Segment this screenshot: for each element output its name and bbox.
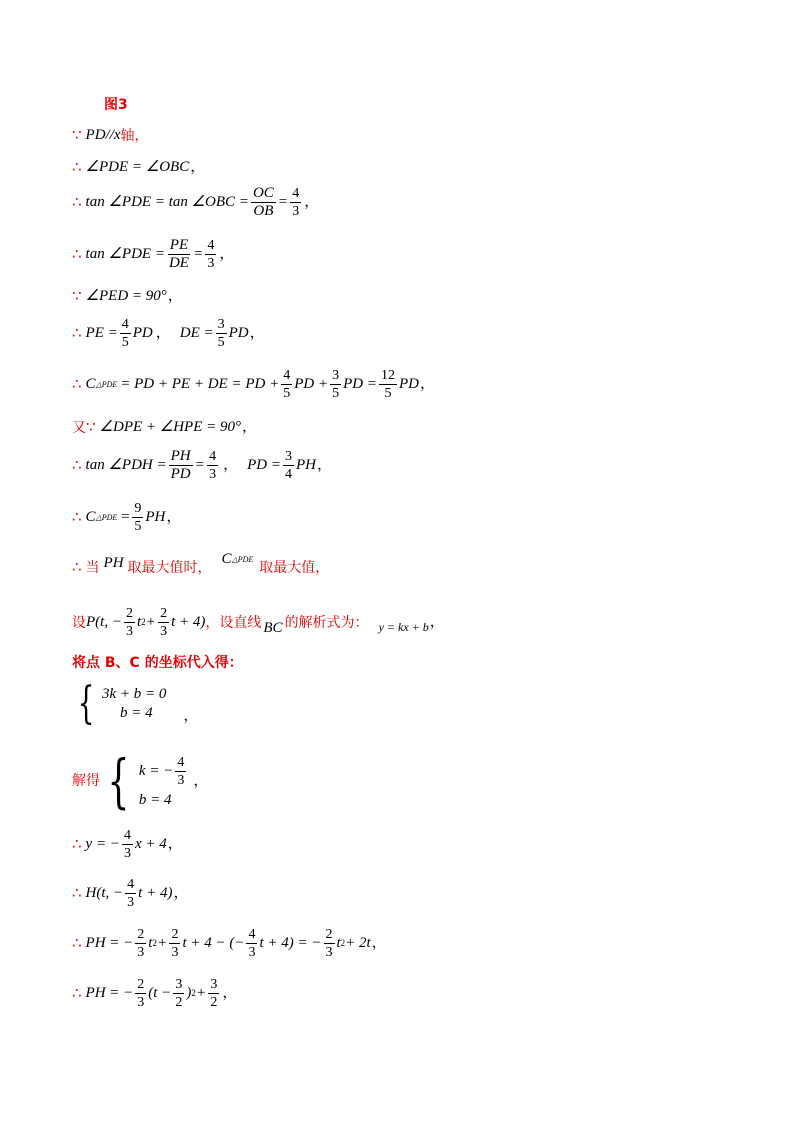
expr: P(t, − bbox=[86, 614, 122, 630]
denominator: 3 bbox=[160, 624, 168, 639]
line-19 bbox=[72, 976, 238, 1011]
denominator: PD bbox=[170, 466, 191, 482]
subscript: △PDE bbox=[95, 379, 118, 389]
expr: tan ∠PDE = tan ∠OBC = bbox=[85, 194, 249, 210]
expr: t bbox=[136, 614, 142, 630]
fraction bbox=[169, 926, 180, 961]
expr: (t − bbox=[148, 985, 172, 1001]
therefore-symbol: ∴ bbox=[72, 193, 82, 211]
fraction bbox=[124, 605, 135, 640]
numerator: PH bbox=[170, 448, 191, 464]
denominator: DE bbox=[168, 255, 189, 271]
equals: = bbox=[278, 194, 288, 210]
because-symbol: ∵ bbox=[72, 287, 82, 305]
fraction bbox=[330, 367, 341, 402]
numerator: PE bbox=[169, 237, 189, 253]
superscript: 2 bbox=[191, 988, 196, 998]
fraction bbox=[216, 316, 227, 351]
punct: ， bbox=[222, 985, 238, 1001]
line-18 bbox=[72, 926, 388, 961]
denominator: 3 bbox=[137, 995, 145, 1010]
line-9 bbox=[72, 448, 333, 483]
expr: t + 4) bbox=[138, 885, 173, 901]
numerator: 4 bbox=[207, 238, 215, 253]
expr: PH bbox=[103, 555, 124, 571]
punct: ， bbox=[371, 935, 387, 951]
punct: ， bbox=[316, 457, 332, 473]
plus: + bbox=[157, 935, 167, 951]
expr: H(t, − bbox=[85, 885, 124, 901]
expr: PH = − bbox=[85, 935, 134, 951]
denominator: 3 bbox=[127, 895, 135, 910]
numerator: 4 bbox=[283, 368, 291, 383]
numerator: 3 bbox=[284, 449, 292, 464]
line-6 bbox=[72, 316, 266, 351]
numerator: 2 bbox=[325, 927, 333, 942]
punct: ， bbox=[419, 376, 435, 392]
denominator: 3 bbox=[177, 773, 185, 788]
denominator: 4 bbox=[284, 467, 292, 482]
text: 取最大值时， bbox=[127, 559, 212, 576]
fraction bbox=[379, 367, 397, 402]
fraction bbox=[173, 976, 184, 1011]
because-symbol: ∵ bbox=[72, 126, 82, 144]
punct: ， bbox=[219, 246, 235, 262]
line-5 bbox=[72, 289, 184, 304]
expr: PD bbox=[398, 376, 419, 392]
line-4 bbox=[72, 237, 235, 272]
therefore-symbol: ∴ bbox=[72, 934, 82, 952]
numerator: 4 bbox=[248, 927, 256, 942]
therefore-symbol: ∴ bbox=[72, 324, 82, 342]
prefix: 又 bbox=[72, 419, 86, 436]
expr: PH bbox=[295, 457, 316, 473]
denominator: 3 bbox=[292, 204, 300, 219]
expr: t + 4) bbox=[171, 614, 206, 630]
punct: ， bbox=[183, 707, 199, 724]
expr: PD = bbox=[247, 457, 281, 473]
fraction bbox=[283, 448, 294, 483]
denominator: 3 bbox=[123, 846, 131, 861]
expr: PD//x bbox=[85, 127, 121, 143]
expr: BC bbox=[263, 620, 283, 636]
figure-caption bbox=[104, 98, 128, 112]
brace-icon: { bbox=[77, 678, 95, 729]
because-symbol: ∵ bbox=[86, 418, 96, 436]
subscript: △PDE bbox=[231, 554, 254, 564]
punct: ， bbox=[242, 419, 258, 435]
numerator: 4 bbox=[177, 755, 185, 770]
text: 取最大值， bbox=[259, 559, 330, 576]
text: 的解析式为： bbox=[284, 614, 369, 631]
fraction bbox=[251, 185, 276, 220]
equation bbox=[139, 754, 188, 789]
line-7 bbox=[72, 367, 436, 402]
numerator: 4 bbox=[127, 877, 135, 892]
denominator: 2 bbox=[210, 995, 218, 1010]
expr: t + 4) = − bbox=[259, 935, 322, 951]
expr: + 2t bbox=[345, 935, 371, 951]
line-17 bbox=[72, 876, 189, 911]
fraction bbox=[324, 926, 335, 961]
denominator: 5 bbox=[121, 335, 129, 350]
denominator: 5 bbox=[134, 519, 142, 534]
numerator: 2 bbox=[137, 927, 145, 942]
equals: = bbox=[195, 457, 205, 473]
text: 将点 B、C 的坐标代入得： bbox=[72, 655, 243, 671]
line-11 bbox=[72, 551, 330, 576]
therefore-symbol: ∴ bbox=[72, 508, 82, 526]
expr: tan ∠PDE = bbox=[85, 246, 165, 262]
superscript: 2 bbox=[152, 938, 157, 948]
perimeter-symbol: C bbox=[85, 376, 96, 392]
therefore-symbol: ∴ bbox=[72, 456, 82, 474]
expr: k = − bbox=[138, 763, 174, 779]
expr: t bbox=[148, 935, 153, 951]
therefore-symbol: ∴ bbox=[72, 245, 82, 263]
denominator: 3 bbox=[137, 945, 145, 960]
expr: = bbox=[120, 509, 131, 525]
therefore-symbol: ∴ bbox=[72, 158, 82, 176]
denominator: 3 bbox=[125, 624, 133, 639]
superscript: 2 bbox=[340, 938, 346, 948]
fraction bbox=[246, 926, 257, 961]
line-12 bbox=[72, 605, 446, 640]
denominator: 3 bbox=[209, 467, 217, 482]
numerator: 3 bbox=[210, 977, 218, 992]
numerator: 3 bbox=[332, 368, 340, 383]
plus: + bbox=[146, 614, 156, 630]
expr: tan ∠PDH = bbox=[85, 457, 167, 473]
denominator: 5 bbox=[217, 335, 225, 350]
equation: b = 4 bbox=[120, 705, 153, 721]
numerator: 3 bbox=[217, 317, 225, 332]
numerator: 4 bbox=[292, 186, 300, 201]
expr: PH = − bbox=[85, 985, 134, 1001]
numerator: OC bbox=[252, 185, 274, 201]
expr: y = kx + b bbox=[378, 619, 429, 634]
expr: ∠PDE = ∠OBC bbox=[85, 159, 190, 175]
perimeter-symbol: C bbox=[85, 509, 96, 525]
punct: ， bbox=[167, 836, 183, 852]
punct: ， bbox=[304, 194, 320, 210]
punct: ， bbox=[190, 159, 206, 175]
denominator: 5 bbox=[283, 386, 291, 401]
solution-system bbox=[100, 747, 188, 815]
numerator: 4 bbox=[123, 828, 131, 843]
fraction bbox=[290, 185, 301, 220]
expr: ∠PED = 90° bbox=[85, 288, 167, 304]
line-16 bbox=[72, 827, 184, 862]
fraction bbox=[125, 876, 136, 911]
punct: ， bbox=[249, 325, 265, 341]
expr: PD = bbox=[343, 376, 377, 392]
punct: ， bbox=[155, 325, 171, 341]
equation: b = 4 bbox=[138, 792, 172, 808]
punct: ， bbox=[166, 509, 182, 525]
denominator: 5 bbox=[332, 386, 340, 401]
therefore-symbol: ∴ bbox=[72, 375, 82, 393]
denominator: 2 bbox=[175, 995, 183, 1010]
figure-caption-text: 图3 bbox=[104, 97, 128, 113]
line-3 bbox=[72, 185, 320, 220]
rows bbox=[102, 682, 166, 726]
expr: = PD + PE + DE = PD + bbox=[120, 376, 280, 392]
numerator: 2 bbox=[137, 977, 145, 992]
fraction bbox=[169, 448, 193, 483]
therefore-symbol: ∴ bbox=[72, 884, 82, 902]
punct: ， bbox=[173, 885, 189, 901]
expr: t + 4 − (− bbox=[182, 935, 245, 951]
denominator: OB bbox=[253, 203, 274, 219]
fraction bbox=[207, 448, 218, 483]
punct: ， bbox=[193, 772, 209, 789]
fraction bbox=[208, 976, 219, 1011]
fraction bbox=[167, 237, 191, 272]
text: 设 bbox=[72, 614, 86, 631]
numerator: 2 bbox=[171, 927, 179, 942]
expr: PE = bbox=[85, 325, 118, 341]
punct: ， bbox=[429, 614, 445, 630]
expr: ∠DPE + ∠HPE = 90° bbox=[99, 419, 241, 435]
expr: ) bbox=[186, 985, 192, 1001]
numerator: 9 bbox=[134, 501, 142, 516]
perimeter-symbol: C bbox=[221, 551, 232, 567]
numerator: 4 bbox=[209, 449, 217, 464]
therefore-symbol: ∴ bbox=[72, 558, 82, 576]
fraction bbox=[205, 237, 216, 272]
denominator: 3 bbox=[207, 256, 215, 271]
expr: PD bbox=[132, 325, 153, 341]
expr: PH bbox=[145, 509, 166, 525]
fraction bbox=[135, 976, 146, 1011]
equals: = bbox=[193, 246, 203, 262]
suffix: 轴， bbox=[120, 127, 149, 144]
equation: 3k + b = 0 bbox=[102, 686, 167, 702]
expr: t bbox=[336, 935, 341, 951]
superscript: 2 bbox=[141, 617, 146, 627]
line-14 bbox=[72, 678, 199, 729]
expr: x + 4 bbox=[134, 836, 167, 852]
line-8 bbox=[72, 420, 258, 435]
line-1 bbox=[72, 128, 149, 143]
punct: ， bbox=[167, 288, 183, 304]
denominator: 5 bbox=[384, 386, 392, 401]
rows bbox=[139, 752, 188, 810]
expr: PD bbox=[228, 325, 249, 341]
expr: DE = bbox=[179, 325, 214, 341]
expr: y = − bbox=[85, 836, 120, 852]
fraction bbox=[122, 827, 133, 862]
numerator: 2 bbox=[125, 606, 133, 621]
brace-icon: { bbox=[107, 747, 130, 815]
numerator: 4 bbox=[121, 317, 129, 332]
numerator: 2 bbox=[160, 606, 168, 621]
denominator: 3 bbox=[325, 945, 333, 960]
fraction bbox=[132, 500, 143, 535]
fraction bbox=[175, 754, 186, 789]
text: 当 bbox=[85, 559, 100, 576]
equation-system bbox=[72, 678, 167, 729]
fraction bbox=[120, 316, 131, 351]
subscript: △PDE bbox=[95, 512, 118, 522]
therefore-symbol: ∴ bbox=[72, 835, 82, 853]
line-10 bbox=[72, 500, 182, 535]
prefix: 解得 bbox=[72, 773, 100, 789]
fraction bbox=[158, 605, 169, 640]
numerator: 12 bbox=[380, 368, 395, 383]
line-15 bbox=[72, 747, 209, 815]
therefore-symbol: ∴ bbox=[72, 984, 82, 1002]
fraction bbox=[281, 367, 292, 402]
denominator: 3 bbox=[171, 945, 179, 960]
line-13 bbox=[72, 656, 243, 670]
plus: + bbox=[196, 985, 206, 1001]
text: ，设直线 bbox=[205, 614, 262, 631]
denominator: 3 bbox=[248, 945, 256, 960]
numerator: 3 bbox=[175, 977, 183, 992]
punct: ， bbox=[223, 457, 239, 473]
line-2 bbox=[72, 160, 206, 175]
expr: PD + bbox=[294, 376, 329, 392]
fraction bbox=[135, 926, 146, 961]
